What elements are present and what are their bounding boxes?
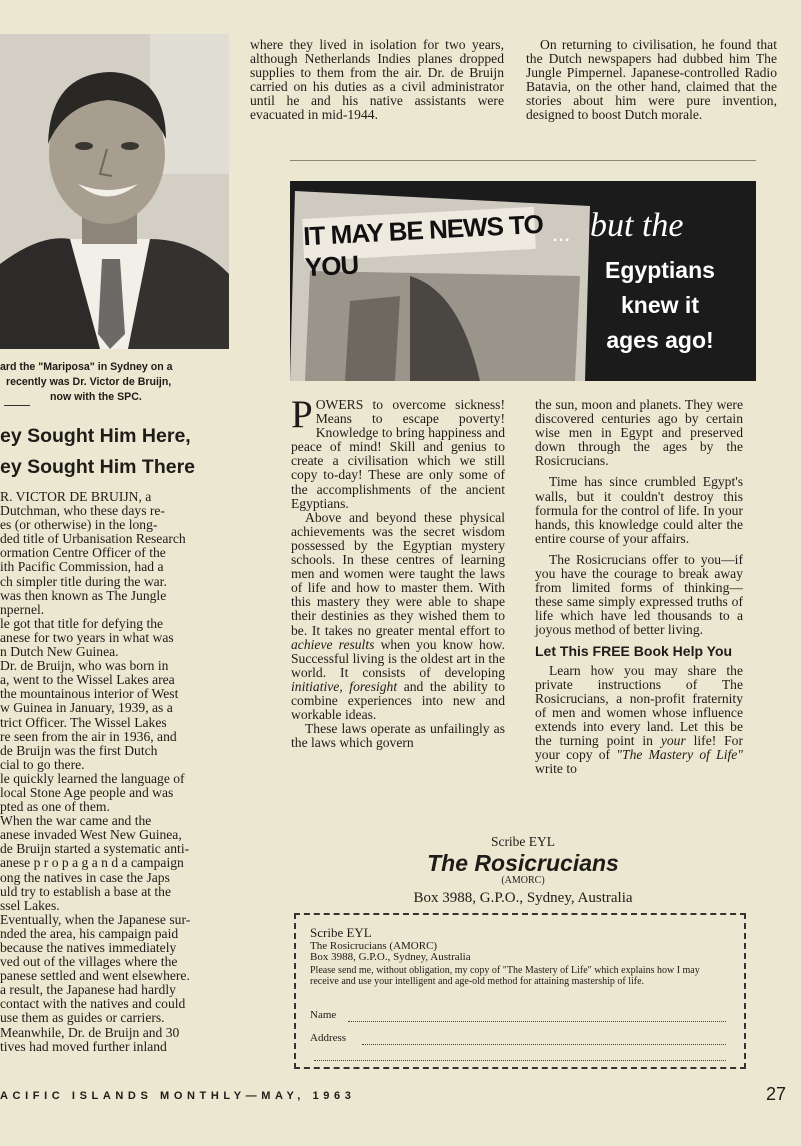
article-line: le got that title for defying the [0, 615, 164, 631]
coupon-line: The Rosicrucians (AMORC) [310, 940, 438, 952]
banner-dots: ... [552, 221, 571, 246]
brand-logo: The Rosicrucians [427, 850, 619, 876]
article-line: use them as guides or carriers. [0, 1010, 165, 1026]
article-line: ch simpler title during the war. [0, 573, 167, 589]
mailing-address: Box 3988, G.P.O., Sydney, Australia [413, 890, 633, 906]
article-line: de Bruijn started a systematic anti- [0, 841, 190, 857]
ad-signature [290, 834, 756, 907]
portrait-illustration [0, 34, 229, 349]
ad-text: when you know how. Successful living is the oldest art in the world. It consists of developing [291, 636, 505, 680]
article-line: Meanwhile, Dr. de Bruijn and 30 [0, 1024, 180, 1040]
article-line: le quickly learned the language of [0, 770, 185, 786]
article-line: anese for two years in what was [0, 629, 174, 645]
headline-line: ey Sought Him Here, [0, 425, 191, 447]
portrait-photo [0, 34, 229, 349]
article-left-column [0, 490, 236, 1054]
ad-text: life! For your copy of [535, 733, 743, 763]
article-line: ved out of the villages where the [0, 954, 178, 970]
banner-line: ages ago! [606, 327, 714, 353]
ad-left-column [291, 393, 505, 751]
article-line: ormation Centre Officer of the [0, 545, 166, 561]
ad-text: OWERS to overcome sickness! Means to escape poverty! Knowledge to bring happiness and peace of mind! Skill and genius to create a civilisation which we still copy to-day! These are only some of the accomplishments of the ancient Egyptians. [291, 397, 505, 511]
article-line: npernel. [0, 601, 45, 617]
ad-text: Learn how you may share the private instructions of The Rosicrucians, a non-profit fraternity of men and women whose influence extends into every land. Let this be the turning point in [535, 662, 743, 749]
article-line: n Dutch New Guinea. [0, 644, 119, 660]
ad-paragraph [291, 511, 505, 722]
ad-emphasis: achieve results [291, 636, 375, 652]
page-footer [0, 1086, 801, 1110]
ad-subhead: Let This FREE Book Help You [535, 642, 733, 659]
name-field[interactable] [348, 1021, 726, 1022]
address-field-line2[interactable] [314, 1060, 726, 1061]
article-line: uld try to establish a base at the [0, 883, 172, 899]
ad-paragraph: These laws operate as unfailingly as the laws which govern [291, 721, 505, 751]
caption-line: ard the "Mariposa" in Sydney on a [0, 361, 173, 373]
article-line: re seen from the air in 1936, and [0, 728, 177, 744]
ad-paragraph [291, 393, 505, 511]
banner-line: knew it [621, 292, 699, 318]
scribe-line: Scribe EYL [490, 834, 556, 849]
article-line: ded title of Urbanisation Research [0, 531, 186, 547]
article-line: R. VICTOR DE BRUIJN, a [0, 490, 152, 504]
ad-emphasis: initiative, foresight [291, 678, 398, 694]
ad-paragraph: The Rosicrucians offer to you—if you have the courage to break away from limited forms of thinking—these same simply expressed truths of life which have led thousands to a joyous method of better living. [535, 551, 743, 638]
headline-line: ey Sought Him There [0, 456, 196, 478]
article-paragraph: where they lived in isolation for two years, although Netherlands Indies planes dropped supplies to them from the air. Dr. de Bruijn carried on his duties as a civil administrator until he and his native assistants were evacuated in mid-1944. [250, 37, 504, 123]
article-line: a, went to the Wissel Lakes area [0, 672, 175, 688]
article-line: local Stone Age people and was [0, 784, 174, 800]
banner-line: Egyptians [605, 257, 715, 283]
article-right-column [526, 38, 777, 123]
article-line: panese settled and went elsewhere. [0, 968, 190, 984]
banner-headline: IT MAY BE NEWS TO YOU [302, 208, 544, 283]
article-line: When the war came and the [0, 813, 152, 829]
coupon-line: Box 3988, G.P.O., Sydney, Australia [310, 951, 471, 963]
amorc-line: (AMORC) [501, 875, 545, 886]
article-line: trict Officer. The Wissel Lakes [0, 714, 167, 730]
banner-script: but the [590, 207, 684, 244]
article-line: contact with the natives and could [0, 996, 186, 1012]
article-headline [0, 423, 240, 481]
article-line: was then known as The Jungle [0, 587, 167, 603]
article-line: Eventually, when the Japanese sur- [0, 911, 191, 927]
article-line: anese invaded West New Guinea, [0, 827, 182, 843]
article-line: de Bruijn was the first Dutch [0, 742, 158, 758]
coupon-request: Please send me, without obligation, my copy of "The Mastery of Life" which explains how I may receive and use your intelligent and age-old method for attaining mastership of life. [310, 965, 700, 987]
article-line: ong the natives in case the Japs [0, 869, 170, 885]
caption-line: now with the SPC. [50, 391, 142, 403]
article-line: Dutchman, who these days re- [0, 503, 165, 519]
ad-paragraph: the sun, moon and planets. They were discovered centuries ago by certain wise men in Egypt and preserved down through the ages by the Rosicrucians. [535, 397, 743, 469]
coupon-recipient [310, 941, 471, 963]
article-line: w Guinea in January, 1939, as a [0, 700, 173, 716]
address-label: Address [310, 1032, 347, 1044]
ad-text: and the ability to combine experiences into new and workable ideas. [291, 678, 505, 723]
article-paragraph: On returning to civilisation, he found that the Dutch newspapers had dubbed him The Jungle Pimpernel. Japanese-controlled Radio Batavia, on the other hand, claimed that the stories about him were pure invention, designed to boost Dutch morale. [526, 37, 777, 123]
photo-caption [0, 360, 236, 405]
ad-paragraph: Time has since crumbled Egypt's walls, but it couldn't destroy this formula for the control of life. In your hands, this knowledge could alter the entire course of your affairs. [535, 474, 743, 546]
ad-paragraph [535, 664, 743, 777]
name-label: Name [310, 1009, 337, 1021]
ad-banner [290, 181, 756, 381]
article-line: nded the area, his campaign paid [0, 925, 179, 941]
article-line: a result, the Japanese had hardly [0, 982, 176, 998]
coupon-scribe: Scribe EYL [310, 925, 372, 940]
article-line: cial to go there. [0, 756, 85, 772]
ad-emphasis: your [660, 733, 686, 749]
article-line: tives had moved further inland [0, 1038, 167, 1054]
article-middle-column [250, 38, 504, 123]
article-line: ith Pacific Commission, had a [0, 559, 164, 575]
section-divider [290, 160, 756, 161]
banner-tagline [590, 253, 730, 358]
ad-right-column [535, 398, 743, 776]
publication-line: ACIFIC ISLANDS MONTHLY—MAY, 1963 [0, 1090, 356, 1102]
mail-coupon[interactable] [294, 913, 746, 1069]
article-line: because the natives immediately [0, 940, 177, 955]
article-line: ssel Lakes. [0, 897, 60, 913]
article-line: anese p r o p a g a n d a campaign [0, 855, 184, 871]
drop-cap: P [291, 393, 313, 436]
page-number: 27 [766, 1084, 787, 1104]
article-line: the mountainous interior of West [0, 686, 179, 702]
ad-text: Above and beyond these physical achievements was the secret wisdom possessed by the Egyptian mystery schools. In these centres of learning men and women were taught the laws of life and how to master them. With this mastery they were able to shape their destinies as they wished them to be. It takes no greater mental effort to [291, 509, 505, 638]
caption-rule [4, 405, 30, 406]
ad-emphasis: "The Mastery of Life" [616, 747, 743, 763]
article-line: Dr. de Bruijn, who was born in [0, 658, 169, 674]
ad-text: write to [535, 761, 577, 777]
caption-line: recently was Dr. Victor de Bruijn, [6, 376, 172, 388]
article-line: es (or otherwise) in the long- [0, 517, 158, 533]
article-line: pted as one of them. [0, 799, 110, 815]
address-field[interactable] [362, 1044, 726, 1045]
